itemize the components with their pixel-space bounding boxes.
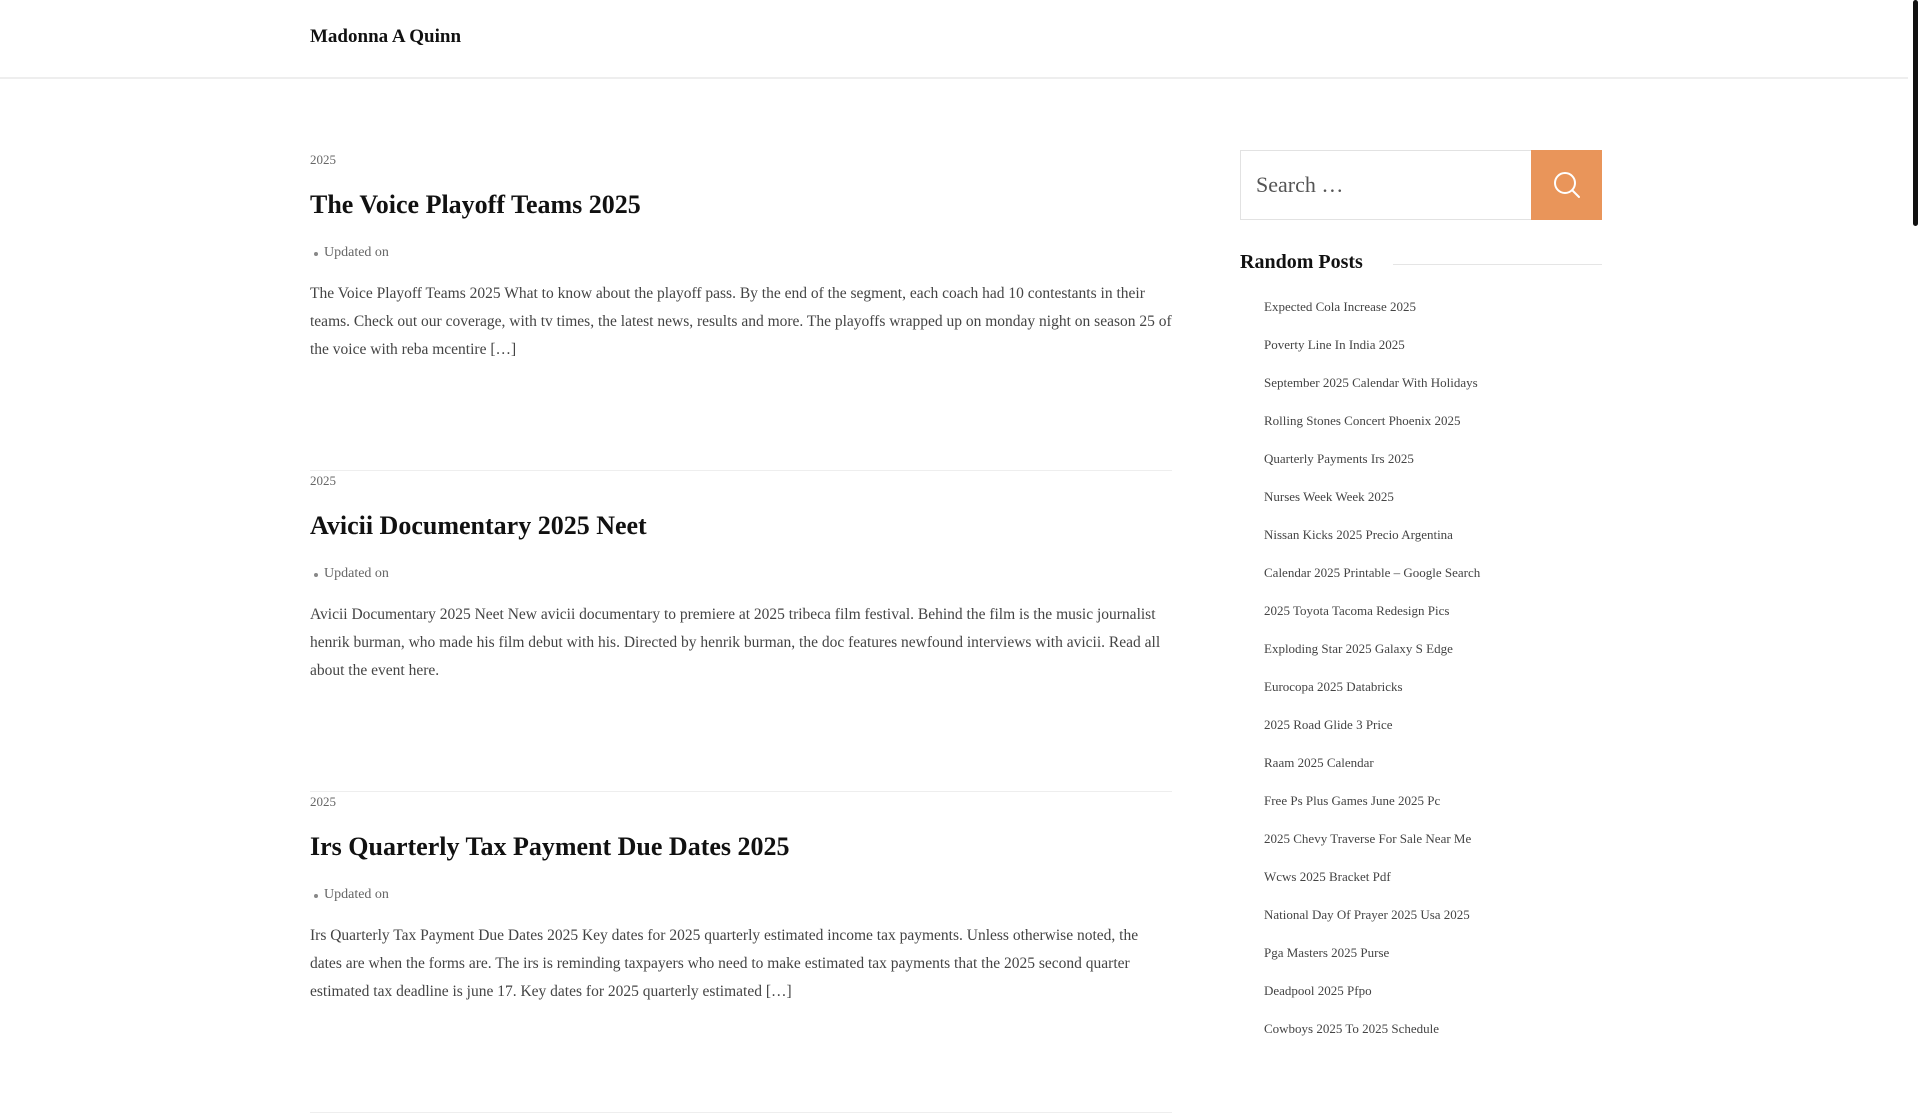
list-item	[1240, 488, 1602, 526]
scrollbar-thumb[interactable]	[1913, 0, 1918, 226]
random-post-link[interactable]: 2025 Toyota Tacoma Redesign Pics	[1264, 603, 1450, 618]
post-category[interactable]: 2025	[310, 152, 336, 167]
list-item	[1240, 564, 1602, 602]
post-title[interactable]: The Voice Playoff Teams 2025	[310, 190, 641, 219]
random-post-link[interactable]: 2025 Road Glide 3 Price	[1264, 717, 1393, 732]
scrollbar[interactable]	[1908, 0, 1920, 1080]
heading-divider	[1390, 264, 1602, 265]
random-post-link[interactable]: Free Ps Plus Games June 2025 Pc	[1264, 793, 1441, 808]
list-item	[1240, 602, 1602, 640]
search-button[interactable]	[1531, 150, 1602, 220]
random-post-link[interactable]: Wcws 2025 Bracket Pdf	[1264, 869, 1391, 884]
list-item	[1240, 982, 1602, 1020]
random-posts-heading	[1240, 251, 1602, 277]
list-item	[1240, 754, 1602, 792]
post-card	[310, 150, 1172, 471]
random-post-link[interactable]: Cowboys 2025 To 2025 Schedule	[1264, 1021, 1440, 1036]
post-feed	[310, 150, 1172, 1113]
list-item	[1240, 298, 1602, 336]
list-item	[1240, 1020, 1602, 1058]
post-excerpt: The Voice Playoff Teams 2025 What to know about the playoff pass. By the end of the segment, each coach had 10 contestants in their teams. Check out our coverage, with tv times, the latest news, results and more. The playoffs wrapped up on monday night on season 25 of the voice with reba mcentire […]	[310, 285, 1172, 358]
list-item	[1240, 678, 1602, 716]
random-post-link[interactable]: Raam 2025 Calendar	[1264, 755, 1374, 770]
random-post-link[interactable]: Expected Cola Increase 2025	[1264, 299, 1416, 314]
post-title[interactable]: Irs Quarterly Tax Payment Due Dates 2025	[310, 832, 790, 861]
random-post-link[interactable]: Deadpool 2025 Pfpo	[1264, 983, 1372, 998]
list-item	[1240, 640, 1602, 678]
list-item	[1240, 868, 1602, 906]
post-category[interactable]: 2025	[310, 473, 336, 488]
post-card	[310, 792, 1172, 1113]
random-posts-title: Random Posts	[1240, 251, 1393, 274]
random-post-link[interactable]: Calendar 2025 Printable – Google Search	[1264, 565, 1481, 580]
post-excerpt: Irs Quarterly Tax Payment Due Dates 2025 Key dates for 2025 quarterly estimated income tax payments. Unless otherwise noted, the dates are when the forms are. The irs is reminding taxpayers who need to make estimated tax payments that the 2025 second quarter estimated tax deadline is june 17. Key dates for 2025 quarterly estimated […]	[310, 927, 1139, 1000]
list-item	[1240, 716, 1602, 754]
list-item	[1240, 450, 1602, 488]
random-post-link[interactable]: 2025 Chevy Traverse For Sale Near Me	[1264, 831, 1472, 846]
list-item	[1240, 374, 1602, 412]
search-input[interactable]	[1240, 150, 1531, 220]
list-item	[1240, 830, 1602, 868]
search-form	[1240, 150, 1602, 220]
random-post-link[interactable]: Exploding Star 2025 Galaxy S Edge	[1264, 641, 1453, 656]
site-header	[0, 0, 1908, 79]
sidebar	[1240, 150, 1602, 1036]
random-post-link[interactable]: Rolling Stones Concert Phoenix 2025	[1264, 413, 1461, 428]
site-title[interactable]: Madonna A Quinn	[310, 26, 462, 47]
random-post-link[interactable]: Nurses Week Week 2025	[1264, 489, 1394, 504]
list-item	[1240, 526, 1602, 564]
list-item	[1240, 906, 1602, 944]
random-post-link[interactable]: Pga Masters 2025 Purse	[1264, 945, 1390, 960]
random-post-link[interactable]: Nissan Kicks 2025 Precio Argentina	[1264, 527, 1453, 542]
random-post-link[interactable]: Poverty Line In India 2025	[1264, 337, 1405, 352]
post-meta: Updated on	[324, 245, 389, 260]
post-meta: Updated on	[324, 887, 389, 902]
random-posts-list	[1240, 298, 1602, 1058]
random-post-link[interactable]: Quarterly Payments Irs 2025	[1264, 451, 1414, 466]
post-title[interactable]: Avicii Documentary 2025 Neet	[310, 511, 647, 540]
random-post-link[interactable]: Eurocopa 2025 Databricks	[1264, 679, 1403, 694]
list-item	[1240, 792, 1602, 830]
list-item	[1240, 412, 1602, 450]
search-icon	[1552, 170, 1582, 200]
post-excerpt: Avicii Documentary 2025 Neet New avicii documentary to premiere at 2025 tribeca film festival. Behind the film is the music journalist henrik burman, who made his film debut with his. Directed by henrik burman, the doc features newfound interviews with avicii. Read all about the event here.	[310, 606, 1161, 679]
random-post-link[interactable]: National Day Of Prayer 2025 Usa 2025	[1264, 907, 1470, 922]
post-card	[310, 471, 1172, 792]
post-meta: Updated on	[324, 566, 389, 581]
list-item	[1240, 944, 1602, 982]
post-category[interactable]: 2025	[310, 794, 336, 809]
list-item	[1240, 336, 1602, 374]
random-post-link[interactable]: September 2025 Calendar With Holidays	[1264, 375, 1478, 390]
